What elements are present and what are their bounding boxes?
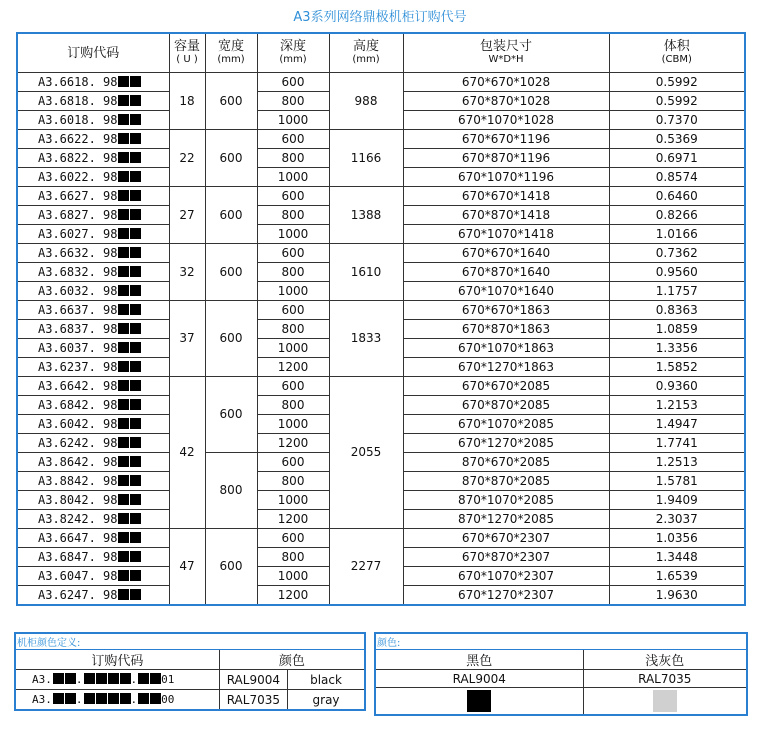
depth-cell: 800 (257, 149, 329, 168)
redaction-block (96, 693, 107, 704)
order-code-cell (17, 358, 169, 377)
package-size-cell: 670*870*1863 (403, 320, 609, 339)
order-code: A3.6842. 98 (38, 397, 118, 412)
order-code-cell (17, 187, 169, 206)
redaction-block (84, 673, 95, 684)
redaction-block (118, 266, 129, 277)
order-code-cell (17, 396, 169, 415)
order-code: A3.6018. 98 (38, 112, 118, 127)
redaction-block (118, 380, 129, 391)
height-cell: 1166 (329, 130, 403, 187)
header-height: 高度 (mm) (329, 33, 403, 73)
depth-cell: 1200 (257, 510, 329, 529)
capacity-cell: 18 (169, 73, 205, 130)
capacity-cell: 42 (169, 377, 205, 529)
redaction-block (108, 693, 119, 704)
redaction-block (120, 693, 131, 704)
package-size-cell: 670*1070*2307 (403, 567, 609, 586)
swatch-ral-black: RAL9004 (375, 670, 583, 688)
order-code: A3.8042. 98 (38, 492, 118, 507)
swatch-cell-black (375, 688, 583, 716)
capacity-cell: 27 (169, 187, 205, 244)
redaction-block (84, 693, 95, 704)
volume-cell: 0.6460 (609, 187, 745, 206)
redaction-block (130, 247, 141, 258)
redaction-block (130, 532, 141, 543)
redaction-block (130, 114, 141, 125)
order-code: A3.6822. 98 (38, 150, 118, 165)
redaction-block (118, 589, 129, 600)
order-code: A3.6627. 98 (38, 188, 118, 203)
volume-cell: 1.0859 (609, 320, 745, 339)
redaction-block (118, 551, 129, 562)
volume-cell: 1.0356 (609, 529, 745, 548)
order-code-cell (17, 282, 169, 301)
redaction-block (130, 513, 141, 524)
redaction-block (118, 456, 129, 467)
color-def-header-color: 颜色 (219, 650, 365, 670)
height-cell: 1833 (329, 301, 403, 377)
redaction-block (118, 418, 129, 429)
redaction-block (130, 475, 141, 486)
color-def-name: black (288, 670, 365, 690)
height-cell: 1388 (329, 187, 403, 244)
package-size-cell: 670*1270*2085 (403, 434, 609, 453)
capacity-cell: 37 (169, 301, 205, 377)
table-row (17, 73, 745, 92)
redaction-block (118, 570, 129, 581)
redaction-block (130, 95, 141, 106)
package-size-cell: 870*870*2085 (403, 472, 609, 491)
redaction-block (130, 570, 141, 581)
order-code: A3.6618. 98 (38, 74, 118, 89)
order-code: A3.6242. 98 (38, 435, 118, 450)
redaction-block (118, 228, 129, 239)
depth-cell: 600 (257, 377, 329, 396)
redaction-block (150, 673, 161, 684)
redaction-block (118, 342, 129, 353)
redaction-block (130, 228, 141, 239)
package-size-cell: 670*870*2085 (403, 396, 609, 415)
order-code: A3.6022. 98 (38, 169, 118, 184)
width-cell: 600 (205, 244, 257, 301)
order-code-cell (17, 244, 169, 263)
depth-cell: 1200 (257, 358, 329, 377)
volume-cell: 0.7362 (609, 244, 745, 263)
capacity-cell: 22 (169, 130, 205, 187)
height-cell: 988 (329, 73, 403, 130)
width-cell: 800 (205, 453, 257, 529)
order-code: A3.6647. 98 (38, 530, 118, 545)
color-def-code: A3. . . 01 (15, 670, 219, 690)
redaction-block (130, 209, 141, 220)
header-depth: 深度 (mm) (257, 33, 329, 73)
color-def-header-code: 订购代码 (15, 650, 219, 670)
redaction-block (65, 693, 76, 704)
redaction-block (130, 76, 141, 87)
color-swatch-table (374, 632, 748, 716)
depth-cell: 1000 (257, 168, 329, 187)
depth-cell: 1000 (257, 339, 329, 358)
volume-cell: 1.2513 (609, 453, 745, 472)
redaction-block (118, 95, 129, 106)
order-code: A3.6847. 98 (38, 549, 118, 564)
order-code-cell (17, 149, 169, 168)
package-size-cell: 670*670*1640 (403, 244, 609, 263)
redaction-block (130, 437, 141, 448)
redaction-block (118, 437, 129, 448)
redaction-block (130, 418, 141, 429)
order-code-cell (17, 415, 169, 434)
package-size-cell: 670*1270*1863 (403, 358, 609, 377)
redaction-block (130, 285, 141, 296)
height-cell: 2277 (329, 529, 403, 606)
order-code: A3.8242. 98 (38, 511, 118, 526)
package-size-cell: 670*870*1418 (403, 206, 609, 225)
redaction-block (118, 361, 129, 372)
redaction-block (130, 456, 141, 467)
volume-cell: 2.3037 (609, 510, 745, 529)
volume-cell: 1.1757 (609, 282, 745, 301)
volume-cell: 0.9360 (609, 377, 745, 396)
width-cell: 600 (205, 130, 257, 187)
order-code-cell (17, 301, 169, 320)
width-cell: 600 (205, 301, 257, 377)
order-code-cell (17, 377, 169, 396)
order-code: A3.6237. 98 (38, 359, 118, 374)
volume-cell: 1.2153 (609, 396, 745, 415)
color-swatch-caption: 颜色: (375, 633, 747, 650)
package-size-cell: 670*1070*1418 (403, 225, 609, 244)
redaction-block (118, 475, 129, 486)
header-package: 包装尺寸 W*D*H (403, 33, 609, 73)
redaction-block (118, 209, 129, 220)
order-code-cell (17, 225, 169, 244)
redaction-block (96, 673, 107, 684)
redaction-block (130, 380, 141, 391)
package-size-cell: 670*670*1028 (403, 73, 609, 92)
order-code-cell (17, 111, 169, 130)
table-body (17, 73, 745, 606)
order-code-cell (17, 130, 169, 149)
table-row (17, 529, 745, 548)
package-size-cell: 670*870*1196 (403, 149, 609, 168)
table-row (17, 130, 745, 149)
depth-cell: 1000 (257, 567, 329, 586)
order-code: A3.6642. 98 (38, 378, 118, 393)
color-definition-caption: 机柜颜色定义: (15, 633, 365, 650)
order-code: A3.6247. 98 (38, 587, 118, 602)
width-cell: 600 (205, 377, 257, 453)
order-code-cell (17, 434, 169, 453)
swatch-ral-gray: RAL7035 (583, 670, 747, 688)
color-def-name: gray (288, 690, 365, 711)
redaction-block (118, 494, 129, 505)
package-size-cell: 670*670*2307 (403, 529, 609, 548)
swatch-name-black: 黑色 (375, 650, 583, 670)
volume-cell: 1.6539 (609, 567, 745, 586)
page-title: A3系列网络鼎极机柜订购代号 (293, 10, 467, 25)
redaction-block (118, 304, 129, 315)
depth-cell: 600 (257, 529, 329, 548)
redaction-block (118, 76, 129, 87)
order-code: A3.6042. 98 (38, 416, 118, 431)
volume-cell: 1.9409 (609, 491, 745, 510)
volume-cell: 0.5369 (609, 130, 745, 149)
depth-cell: 800 (257, 263, 329, 282)
package-size-cell: 670*1270*2307 (403, 586, 609, 606)
header-code: 订购代码 (17, 33, 169, 73)
redaction-block (130, 323, 141, 334)
redaction-block (120, 673, 131, 684)
table-row (17, 187, 745, 206)
volume-cell: 1.0166 (609, 225, 745, 244)
volume-cell: 1.9630 (609, 586, 745, 606)
volume-cell: 0.8574 (609, 168, 745, 187)
depth-cell: 800 (257, 206, 329, 225)
table-row (17, 377, 745, 396)
depth-cell: 800 (257, 92, 329, 111)
order-code-cell (17, 453, 169, 472)
package-size-cell: 670*1070*1863 (403, 339, 609, 358)
swatch-name-gray: 浅灰色 (583, 650, 747, 670)
height-cell: 1610 (329, 244, 403, 301)
package-size-cell: 670*1070*1640 (403, 282, 609, 301)
redaction-block (130, 342, 141, 353)
order-code: A3.6027. 98 (38, 226, 118, 241)
order-code-cell (17, 586, 169, 606)
redaction-block (130, 551, 141, 562)
volume-cell: 1.3356 (609, 339, 745, 358)
redaction-block (118, 171, 129, 182)
redaction-block (118, 513, 129, 524)
volume-cell: 1.7741 (609, 434, 745, 453)
order-code-cell (17, 168, 169, 187)
package-size-cell: 670*670*2085 (403, 377, 609, 396)
table-row (17, 244, 745, 263)
volume-cell: 0.8363 (609, 301, 745, 320)
volume-cell: 0.8266 (609, 206, 745, 225)
redaction-block (53, 693, 64, 704)
redaction-block (130, 190, 141, 201)
color-def-row (15, 670, 365, 690)
redaction-block (118, 190, 129, 201)
order-code-cell (17, 206, 169, 225)
order-code-cell (17, 320, 169, 339)
order-code-cell (17, 491, 169, 510)
depth-cell: 600 (257, 453, 329, 472)
package-size-cell: 670*670*1418 (403, 187, 609, 206)
depth-cell: 1000 (257, 111, 329, 130)
color-def-code: A3. . . 00 (15, 690, 219, 711)
order-code: A3.8642. 98 (38, 454, 118, 469)
redaction-block (138, 673, 149, 684)
redaction-block (118, 114, 129, 125)
header-capacity: 容量 ( U ) (169, 33, 205, 73)
order-code-cell (17, 73, 169, 92)
order-code-cell (17, 339, 169, 358)
package-size-cell: 670*670*1196 (403, 130, 609, 149)
volume-cell: 0.9560 (609, 263, 745, 282)
order-code-cell (17, 263, 169, 282)
redaction-block (130, 171, 141, 182)
package-size-cell: 670*870*1640 (403, 263, 609, 282)
package-size-cell: 670*1070*2085 (403, 415, 609, 434)
order-code: A3.6622. 98 (38, 131, 118, 146)
package-size-cell: 670*870*2307 (403, 548, 609, 567)
volume-cell: 0.7370 (609, 111, 745, 130)
redaction-block (138, 693, 149, 704)
order-code: A3.8842. 98 (38, 473, 118, 488)
volume-cell: 0.5992 (609, 73, 745, 92)
redaction-block (130, 152, 141, 163)
capacity-cell: 32 (169, 244, 205, 301)
redaction-block (118, 532, 129, 543)
width-cell: 600 (205, 187, 257, 244)
depth-cell: 1200 (257, 586, 329, 606)
width-cell: 600 (205, 529, 257, 606)
redaction-block (130, 266, 141, 277)
redaction-block (65, 673, 76, 684)
order-code-cell (17, 567, 169, 586)
color-def-ral: RAL9004 (219, 670, 287, 690)
depth-cell: 600 (257, 130, 329, 149)
redaction-block (130, 494, 141, 505)
order-code-cell (17, 548, 169, 567)
depth-cell: 1200 (257, 434, 329, 453)
package-size-cell: 870*670*2085 (403, 453, 609, 472)
depth-cell: 600 (257, 244, 329, 263)
volume-cell: 1.5781 (609, 472, 745, 491)
package-size-cell: 870*1070*2085 (403, 491, 609, 510)
package-size-cell: 670*670*1863 (403, 301, 609, 320)
header-volume: 体积 (CBM) (609, 33, 745, 73)
redaction-block (150, 693, 161, 704)
order-code: A3.6037. 98 (38, 340, 118, 355)
redaction-block (130, 133, 141, 144)
redaction-block (130, 361, 141, 372)
height-cell: 2055 (329, 377, 403, 529)
redaction-block (130, 399, 141, 410)
order-code: A3.6047. 98 (38, 568, 118, 583)
order-code: A3.6832. 98 (38, 264, 118, 279)
redaction-block (130, 589, 141, 600)
redaction-block (118, 399, 129, 410)
package-size-cell: 670*870*1028 (403, 92, 609, 111)
depth-cell: 1000 (257, 415, 329, 434)
depth-cell: 800 (257, 472, 329, 491)
order-code: A3.6032. 98 (38, 283, 118, 298)
table-header-row (17, 33, 745, 73)
package-size-cell: 670*1070*1028 (403, 111, 609, 130)
redaction-block (118, 323, 129, 334)
package-size-cell: 870*1270*2085 (403, 510, 609, 529)
order-code-table (16, 32, 746, 606)
table-row (17, 301, 745, 320)
redaction-block (118, 133, 129, 144)
order-code-cell (17, 92, 169, 111)
depth-cell: 800 (257, 548, 329, 567)
order-code-cell (17, 510, 169, 529)
redaction-block (108, 673, 119, 684)
order-code: A3.6632. 98 (38, 245, 118, 260)
redaction-block (118, 152, 129, 163)
header-width: 宽度 (mm) (205, 33, 257, 73)
package-size-cell: 670*1070*1196 (403, 168, 609, 187)
color-def-ral: RAL7035 (219, 690, 287, 711)
depth-cell: 600 (257, 301, 329, 320)
order-code-cell (17, 472, 169, 491)
depth-cell: 1000 (257, 491, 329, 510)
depth-cell: 800 (257, 320, 329, 339)
order-code: A3.6837. 98 (38, 321, 118, 336)
depth-cell: 600 (257, 73, 329, 92)
swatch-cell-gray (583, 688, 747, 716)
depth-cell: 1000 (257, 282, 329, 301)
order-code: A3.6637. 98 (38, 302, 118, 317)
redaction-block (130, 304, 141, 315)
color-swatch-gray (653, 690, 677, 712)
volume-cell: 1.5852 (609, 358, 745, 377)
redaction-block (53, 673, 64, 684)
volume-cell: 1.3448 (609, 548, 745, 567)
volume-cell: 0.5992 (609, 92, 745, 111)
order-code: A3.6818. 98 (38, 93, 118, 108)
capacity-cell: 47 (169, 529, 205, 606)
color-def-row (15, 690, 365, 711)
order-code: A3.6827. 98 (38, 207, 118, 222)
depth-cell: 600 (257, 187, 329, 206)
redaction-block (118, 247, 129, 258)
depth-cell: 1000 (257, 225, 329, 244)
color-definition-table (14, 632, 366, 711)
depth-cell: 800 (257, 396, 329, 415)
volume-cell: 1.4947 (609, 415, 745, 434)
volume-cell: 0.6971 (609, 149, 745, 168)
order-code-cell (17, 529, 169, 548)
width-cell: 600 (205, 73, 257, 130)
redaction-block (118, 285, 129, 296)
color-swatch-black (467, 690, 491, 712)
